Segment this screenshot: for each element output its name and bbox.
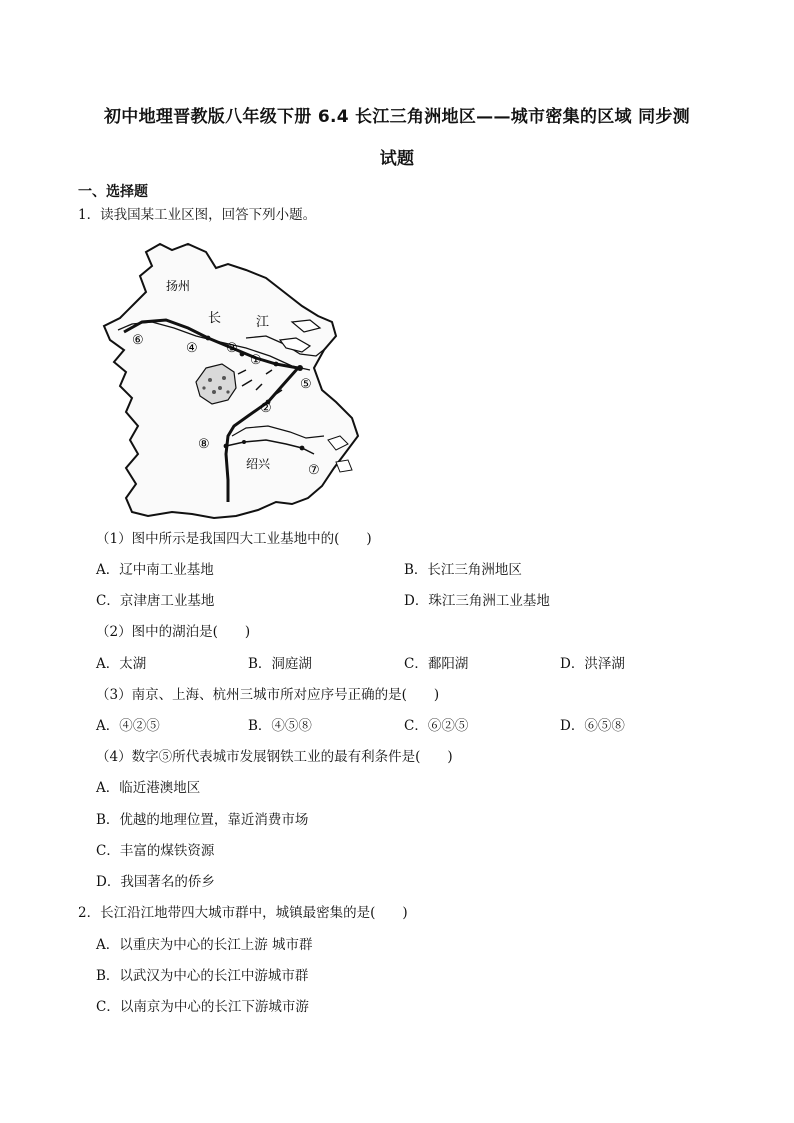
sub-question-4-option-b: B．优越的地理位置，靠近消费市场 [96, 812, 309, 828]
page-title-line1: 初中地理晋教版八年级下册 6.4 长江三角洲地区——城市密集的区域 同步测 [104, 107, 690, 127]
map-number-6: ⑥ [132, 333, 144, 348]
question-2-stem: 2．长江沿江地带四大城市群中，城镇最密集的是( ) [78, 905, 408, 921]
sub-question-2-option-d: D．洪泽湖 [560, 656, 625, 672]
sub-question-3-option-d: D．⑥⑤⑧ [560, 718, 625, 734]
map-number-5: ⑤ [300, 377, 312, 392]
map-number-1: ① [250, 353, 262, 368]
sub-question-1-stem: （1）图中所示是我国四大工业基地中的( ) [96, 531, 372, 547]
map-label-shaoxing: 绍兴 [246, 457, 271, 471]
page-title-line2: 试题 [379, 149, 415, 169]
map-number-7: ⑦ [308, 463, 320, 478]
sub-question-2-option-c: C．鄱阳湖 [404, 656, 469, 672]
map-label-yangzhou: 扬州 [166, 279, 191, 293]
map-label-jiang: 江 [256, 315, 270, 330]
sub-question-3-option-b: B．④⑤⑧ [248, 718, 312, 734]
sub-question-4-stem: （4）数字⑤所代表城市发展钢铁工业的最有利条件是( ) [96, 749, 453, 765]
sub-question-3-stem: （3）南京、上海、杭州三城市所对应序号正确的是( ) [96, 687, 440, 703]
sub-question-2-option-b: B．洞庭湖 [248, 656, 312, 672]
offshore-island [336, 460, 352, 472]
sub-question-1-option-c: C．京津唐工业基地 [96, 593, 215, 609]
sub-question-4-option-c: C．丰富的煤铁资源 [96, 843, 215, 859]
sub-question-3-option-c: C．⑥②⑤ [404, 718, 469, 734]
map-number-4: ④ [186, 341, 198, 356]
map-number-3: ③ [226, 341, 238, 356]
question-1-stem: 1．读我国某工业区图，回答下列小题。 [78, 207, 317, 223]
sub-question-2-option-a: A．太湖 [96, 656, 147, 672]
question-2-option-a: A．以重庆为中心的长江上游 城市群 [96, 937, 313, 953]
question-2-option-c: C．以南京为中心的长江下游城市游 [96, 999, 309, 1015]
sub-question-1-option-a: A．辽中南工业基地 [96, 562, 214, 578]
sub-question-2-stem: （2）图中的湖泊是( ) [96, 624, 251, 640]
map-number-8: ⑧ [198, 437, 210, 452]
question-2-option-b: B．以武汉为中心的长江中游城市群 [96, 968, 309, 984]
sub-question-1-option-b: B．长江三角洲地区 [404, 562, 522, 578]
sub-question-4-option-a: A．临近港澳地区 [96, 780, 201, 796]
map-number-2: ② [260, 401, 272, 416]
sub-question-3-option-a: A．④②⑤ [96, 718, 160, 734]
sub-question-4-option-d: D．我国著名的侨乡 [96, 874, 215, 890]
map-label-chang: 长 [208, 311, 222, 326]
section-heading: 一、选择题 [78, 184, 148, 200]
sub-question-1-option-d: D．珠江三角洲工业基地 [404, 593, 550, 609]
industrial-region-map [96, 240, 380, 520]
